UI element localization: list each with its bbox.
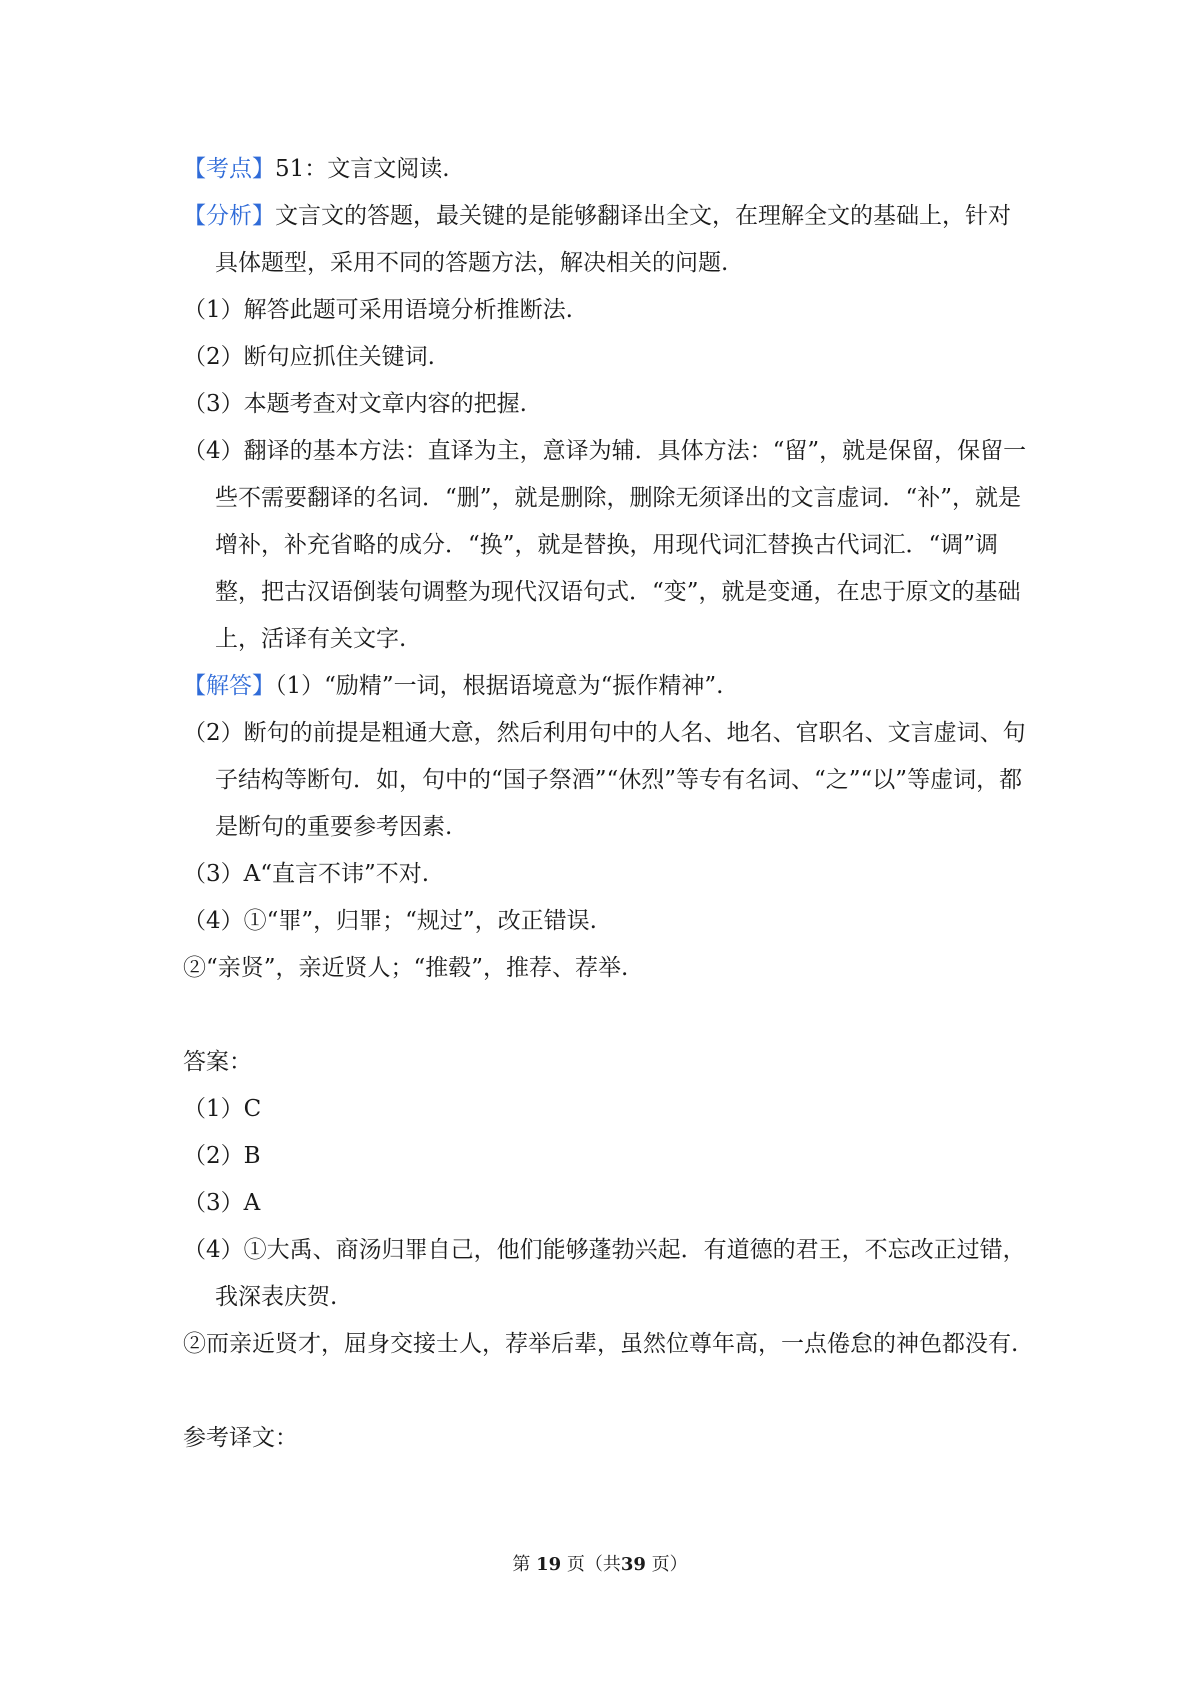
fenxi-text: 文言文的答题，最关键的是能够翻译出全文，在理解全文的基础上，针对具体题型，采用不同的答题方法，解决相关的问题. (215, 203, 1011, 276)
footer-middle: 页（共 (566, 1554, 621, 1575)
jieda-item-4: （4）①“罪”，归罪；“规过”，改正错误. (183, 908, 597, 934)
answer-item-1: （1）C (183, 1096, 262, 1122)
page-content (183, 146, 1033, 1462)
answer-item-4-2: ②而亲近贤才，屈身交接士人，荐举后辈，虽然位尊年高，一点倦怠的神色都没有. (183, 1331, 1019, 1357)
jieda-first: （1）“励精”一词，根据语境意为“振作精神”. (275, 673, 724, 699)
spacer (183, 1368, 1033, 1415)
jieda-item-2: （2）断句的前提是粗通大意，然后利用句中的人名、地名、官职名、文言虚词、句子结构等断句．如，句中的“国子祭酒”“休烈”等专有名词、“之”“以”等虚词，都是断句的重要参考因素. (183, 720, 1026, 840)
jieda-tag: 【解答】 (183, 673, 275, 699)
answer-item-4: （4）①大禹、商汤归罪自己，他们能够蓬勃兴起．有道德的君王，不忘改正过错，我深表庆贺. (183, 1237, 1026, 1310)
fenxi-item-1: （1）解答此题可采用语境分析推断法. (183, 297, 573, 323)
answer-item-2: （2）B (183, 1143, 261, 1169)
fenxi-item-3: （3）本题考查对文章内容的把握. (183, 391, 527, 417)
kaodian-text: 51：文言文阅读. (275, 156, 450, 182)
jieda-item-4-2: ②“亲贤”，亲近贤人；“推毂”，推荐、荐举. (183, 955, 629, 981)
kaodian-tag: 【考点】 (183, 156, 275, 182)
spacer (183, 992, 1033, 1039)
jieda-line (183, 663, 1033, 710)
footer-page-number: 19 (536, 1554, 562, 1575)
fenxi-paragraph (183, 193, 1033, 287)
footer-total-pages: 39 (620, 1554, 646, 1575)
footer-prefix: 第 (512, 1554, 531, 1575)
answer-label: 答案： (183, 1049, 252, 1075)
reference-label: 参考译文： (183, 1425, 298, 1451)
page-footer (0, 1550, 1200, 1576)
kaodian-line (183, 146, 1033, 193)
jieda-item-3: （3）A“直言不讳”不对. (183, 861, 430, 887)
answer-item-3: （3）A (183, 1190, 261, 1216)
fenxi-tag: 【分析】 (183, 203, 275, 229)
fenxi-item-4: （4）翻译的基本方法：直译为主，意译为辅．具体方法：“留”，就是保留，保留一些不需要翻译的名词．“删”，就是删除，删除无须译出的文言虚词．“补”，就是增补，补充省略的成分．“换”，就是替换，用现代词汇替换古代词汇．“调”调整，把古汉语倒装句调整为现代汉语句式．“变”，就是变通，在忠于原文的基础上，活译有关文字. (183, 438, 1027, 652)
footer-suffix: 页） (651, 1554, 688, 1575)
fenxi-item-2: （2）断句应抓住关键词. (183, 344, 435, 370)
